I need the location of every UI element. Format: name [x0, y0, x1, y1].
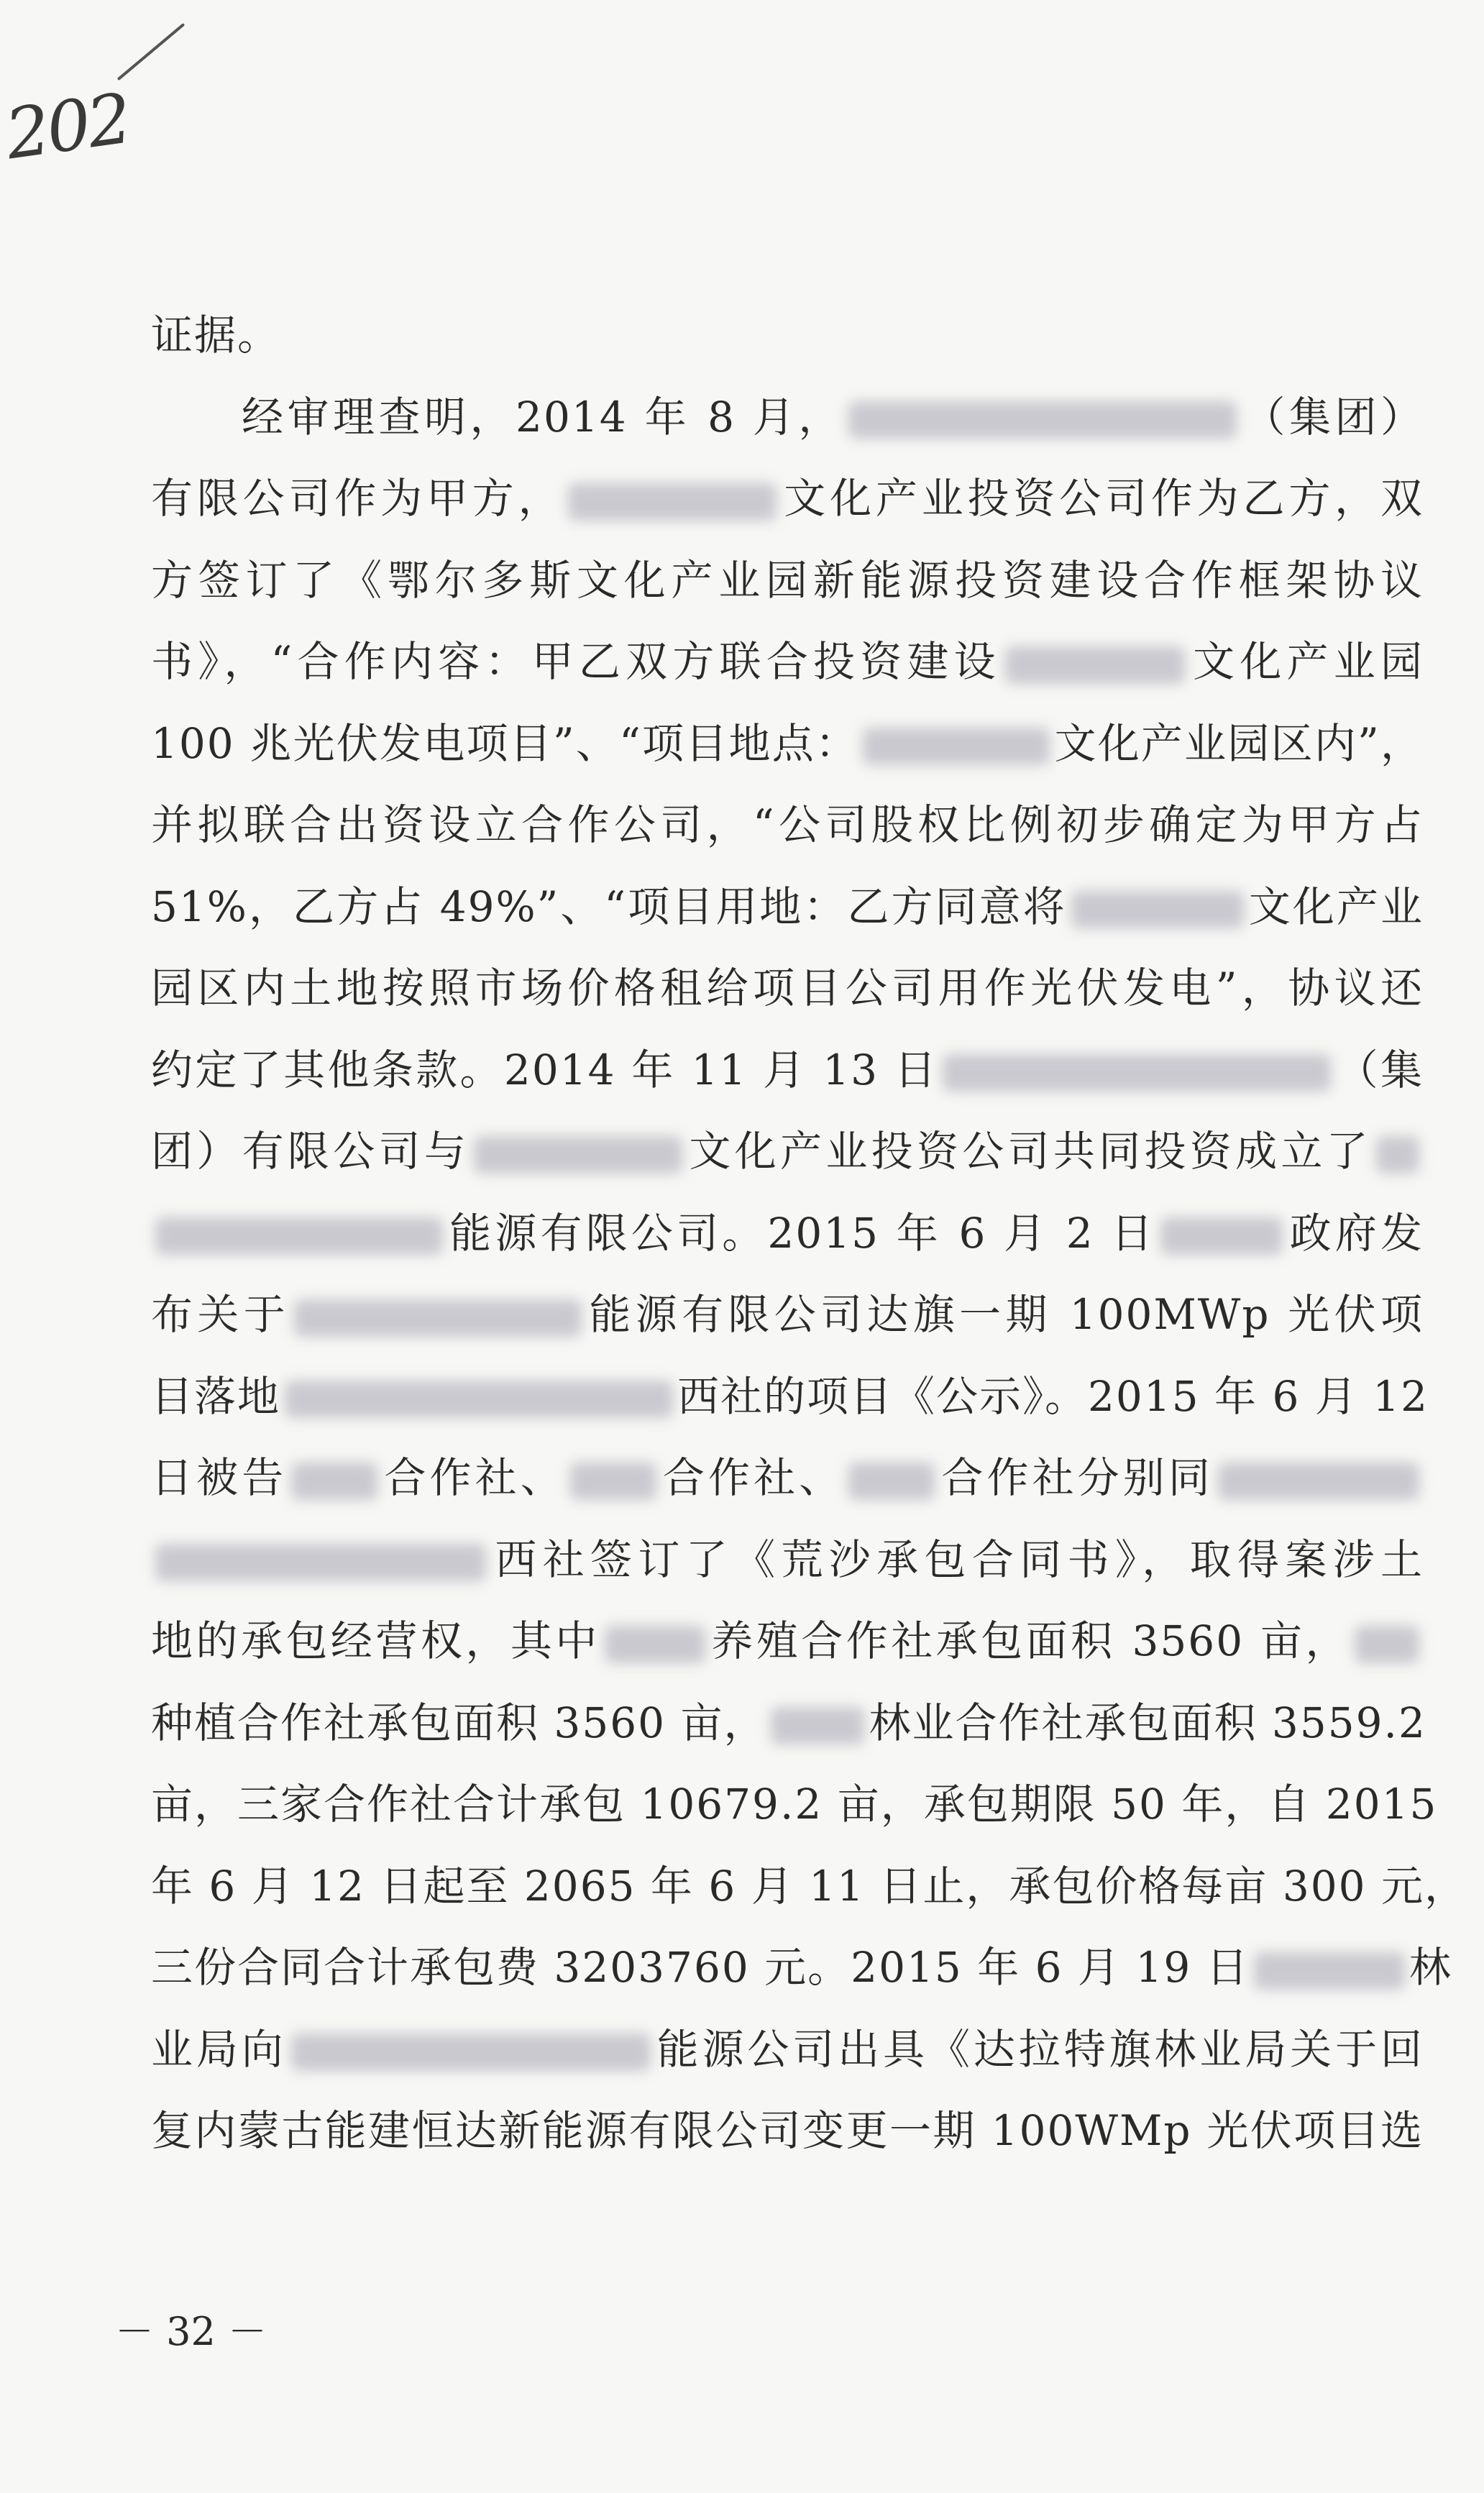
redaction-blur	[155, 1217, 443, 1255]
line-text: 能源公司出具《达拉特旗林业局关于回	[654, 2024, 1424, 2074]
text-line	[151, 2090, 1424, 2172]
line-text: 文化产业投资公司作为乙方，双	[781, 474, 1424, 523]
line-text: 能源有限公司。2015 年 6 月 2 日	[447, 1208, 1157, 1258]
line-text: 团）有限公司与	[151, 1127, 470, 1176]
line-text: 地的承包经营权，其中	[151, 1616, 600, 1665]
redaction-blur	[474, 1136, 682, 1174]
line-text: （集	[1335, 1045, 1424, 1094]
line-text: 并拟联合出资设立合作公司，“公司股权比例初步确定为甲方占	[151, 800, 1424, 849]
line-text: 种植合作社承包面积 3560 亩，	[151, 1698, 767, 1747]
redaction-blur	[294, 1299, 582, 1337]
line-text: 复内蒙古能建恒达新能源有限公司变更一期 100WMp 光伏项目选	[151, 2106, 1424, 2155]
line-text: 约定了其他条款。2014 年 11 月 13 日	[151, 1045, 939, 1094]
line-text: 方签订了《鄂尔多斯文化产业园新能源投资建设合作框架协议	[151, 555, 1424, 605]
text-line	[151, 1193, 1424, 1275]
text-line	[151, 785, 1424, 866]
text-line	[151, 866, 1424, 948]
redaction-blur	[291, 1463, 377, 1500]
line-text: 业局向	[151, 2024, 287, 2074]
line-text: 文化产业投资公司共同投资成立了	[687, 1127, 1372, 1176]
redaction-blur	[1005, 646, 1185, 684]
line-text: 有限公司作为甲方，	[151, 474, 564, 523]
line-text: 年 6 月 12 日起至 2065 年 6 月 11 日止，承包价格每亩 300 元，	[151, 1861, 1467, 1911]
line-text: 书》，“合作内容：甲乙双方联合投资建设	[151, 637, 1001, 686]
text-line	[151, 1846, 1467, 1928]
line-text: 日被告	[151, 1453, 288, 1502]
text-line	[151, 1683, 1424, 1765]
document-body	[151, 295, 1467, 2172]
text-line	[151, 621, 1424, 703]
redaction-blur	[570, 1463, 656, 1500]
line-text: 51%，乙方占 49%”、“项目用地：乙方同意将	[151, 882, 1067, 931]
redaction-blur	[291, 2034, 651, 2071]
text-line	[151, 1437, 1424, 1519]
line-text: 100 兆光伏发电项目”、“项目地点：	[151, 718, 859, 768]
redaction-blur	[848, 401, 1237, 439]
line-text: 林	[1409, 1943, 1452, 1992]
redaction-blur	[1254, 1952, 1405, 1990]
line-text: 文化产业	[1247, 882, 1424, 931]
text-line	[151, 377, 1424, 459]
line-text: 目落地	[151, 1371, 281, 1421]
text-line	[151, 1356, 1429, 1438]
line-text: 西社的项目《公示》。2015 年 6 月 12	[677, 1371, 1429, 1421]
page-number: － 32 －	[115, 2309, 267, 2354]
handwritten-page-mark: 202	[1, 78, 134, 175]
redaction-blur	[605, 1626, 705, 1663]
redaction-blur	[1071, 891, 1244, 928]
line-text: 合作社、	[382, 1453, 566, 1502]
line-text: 政府发	[1287, 1208, 1424, 1258]
text-line	[151, 1111, 1424, 1193]
redaction-blur	[1218, 1463, 1419, 1500]
redaction-blur	[155, 1544, 486, 1581]
text-line	[151, 1030, 1424, 1112]
line-text: 经审理查明，2014 年 8 月，	[242, 392, 844, 442]
line-text: 林业合作社承包面积 3559.2	[869, 1698, 1426, 1747]
line-text: 合作社分别同	[939, 1453, 1214, 1502]
line-text: 合作社、	[660, 1453, 845, 1502]
line-text: 养殖合作社承包面积 3560 亩，	[709, 1616, 1350, 1665]
text-line	[151, 2009, 1424, 2091]
redaction-blur	[568, 483, 777, 521]
text-line	[151, 1601, 1424, 1683]
redaction-blur	[285, 1381, 673, 1418]
redaction-blur	[1355, 1626, 1419, 1663]
line-text: 西社签订了《荒沙承包合同书》，取得案涉土	[490, 1534, 1424, 1584]
line-text: 证据。	[151, 311, 281, 360]
pen-stroke	[117, 23, 185, 81]
text-line	[151, 295, 1424, 377]
line-text: 三份合同合计承包费 3203760 元。2015 年 6 月 19 日	[151, 1943, 1250, 1992]
text-line	[151, 1764, 1438, 1846]
redaction-blur	[943, 1054, 1331, 1092]
text-line	[151, 1519, 1424, 1601]
text-line	[151, 540, 1424, 622]
text-line	[151, 1274, 1424, 1356]
redaction-blur	[863, 728, 1050, 765]
redaction-blur	[1160, 1217, 1283, 1255]
line-text: 园区内土地按照市场价格租给项目公司用作光伏发电”，协议还	[151, 964, 1424, 1012]
line-text: 文化产业园区内”，	[1054, 718, 1424, 768]
line-text: 文化产业园	[1188, 637, 1424, 686]
text-line	[151, 1927, 1452, 2009]
redaction-blur	[771, 1707, 864, 1744]
redaction-blur	[1376, 1136, 1419, 1174]
text-line	[151, 948, 1424, 1030]
line-text: 亩，三家合作社合计承包 10679.2 亩，承包期限 50 年，自 2015	[151, 1780, 1438, 1829]
text-line	[151, 458, 1424, 540]
line-text: 布关于	[151, 1290, 290, 1339]
redaction-blur	[848, 1463, 935, 1500]
line-text: （集团）	[1240, 392, 1424, 442]
line-text: 能源有限公司达旗一期 100MWp 光伏项	[586, 1290, 1424, 1339]
text-line	[151, 703, 1424, 785]
